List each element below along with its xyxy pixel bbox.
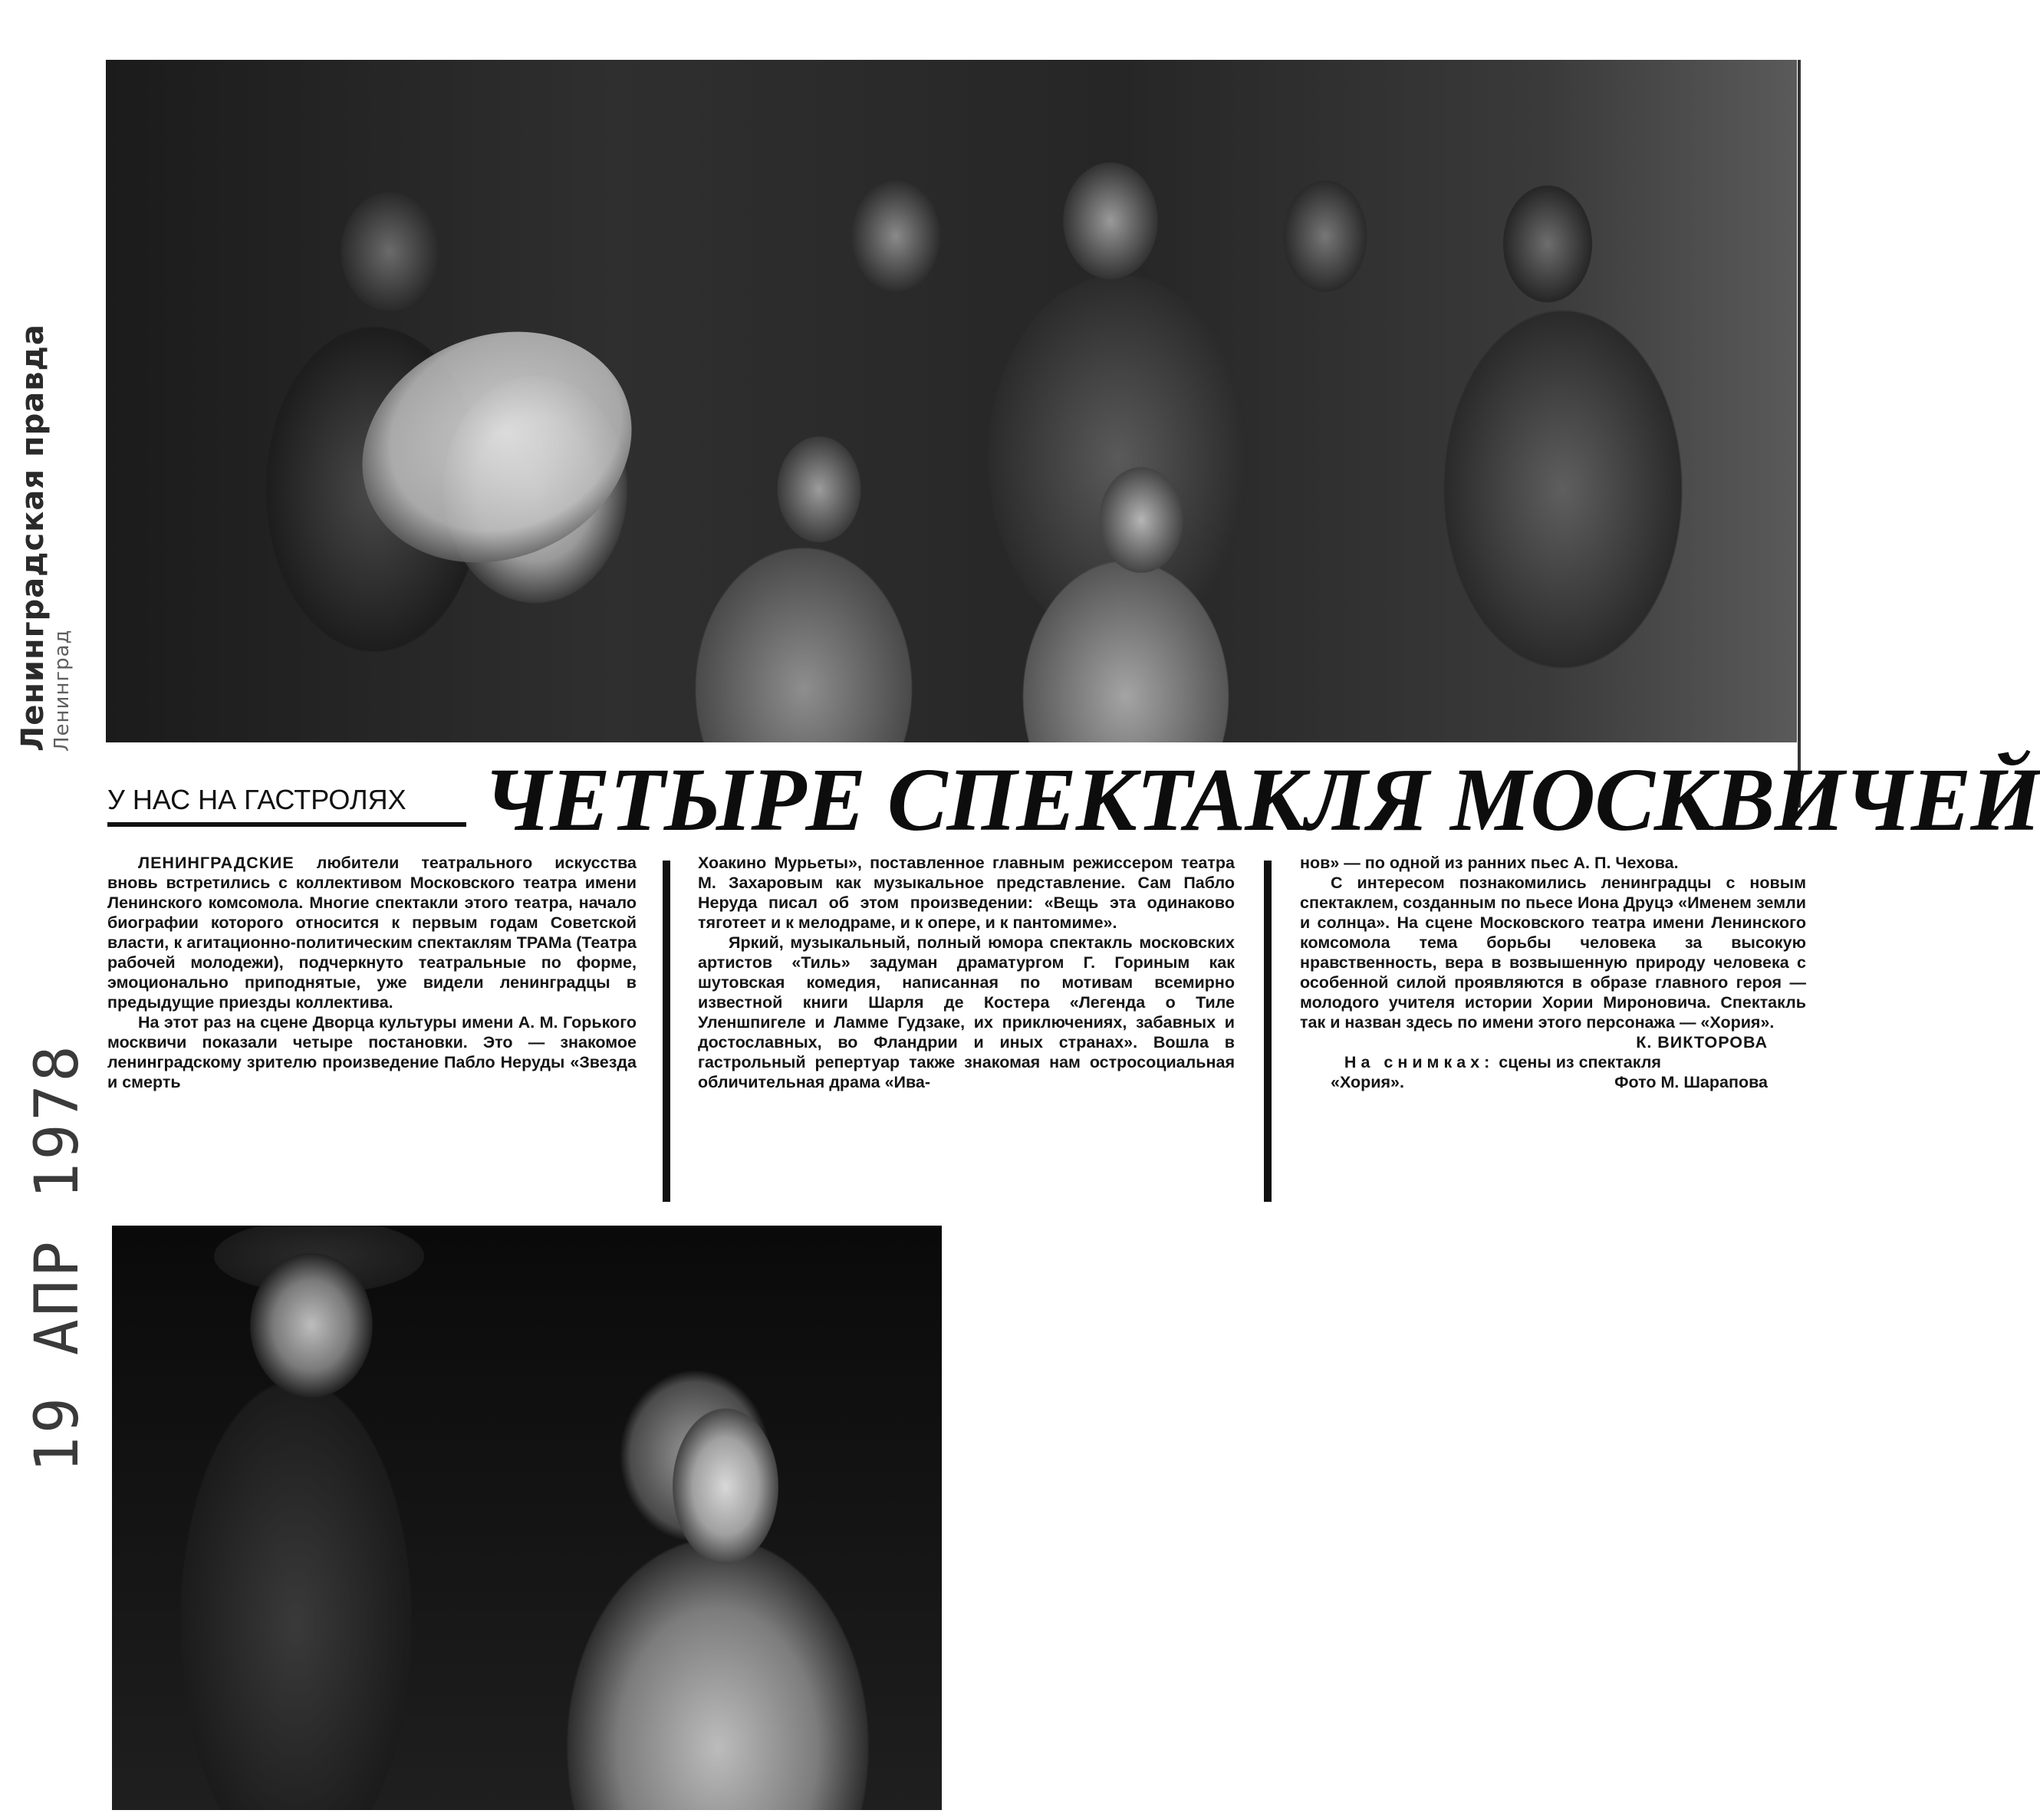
paragraph: С интересом познакомились ленинградцы с новым спектаклем, созданным по пьесе Иона Друцэ «Именем земли и солнца». На сцене Московского театра имени Ленинского комсомола тема борьбы человека за высокую нравственность, вера в возвышенную природу человека с особенной силой проявляются в образе главного героя — молодого учителя истории Хории Мироновича. Спектакль так и назван здесь по имени этого персонажа — «Хория». [1300,874,1806,1032]
paragraph: Хоакино Мурьеты», поставленное главным режиссером театра М. Захаровым как музыкальное представление. Сам Пабло Неруда писал об этом произведении: «Вещь эта одинаково тяготеет и к мелодраме, и к опере, и к пантомиме». [698,854,1235,932]
caption-label: На снимках: [1344,1053,1495,1071]
column-rule [1264,861,1272,1202]
bottom-photo [112,1226,942,1810]
headline: ЧЕТЫРЕ СПЕКТАКЛЯ МОСКВИЧЕЙ [483,749,2040,850]
rubric-underline [107,822,466,827]
article-column-2 [698,853,1235,1092]
right-border-rule [1798,60,1801,808]
paragraph [107,853,637,1012]
stamp-subtitle: Ленинград [51,629,74,752]
paragraph: На этот раз на сцене Дворца культуры имени А. М. Горького москвичи показали четыре постановки. Это — знакомое ленинградскому зрителю произведение Пабло Неруды «Звезда и смерть [107,1013,637,1091]
caption-title: «Хория». [1331,1073,1404,1091]
column-rule [663,861,670,1202]
lead-word: ЛЕНИНГРАДСКИЕ [138,854,294,872]
paragraph: нов» — по одной из ранних пьес А. П. Чехова. [1300,854,1679,872]
top-photo [106,60,1797,742]
date-stamp: 19 АПР 1978 [23,1042,92,1473]
caption-credit-row [1300,1072,1806,1092]
drum-shape [327,292,666,602]
paragraph: Яркий, музыкальный, полный юмора спектакль московских артистов «Тиль» задуман драматургом Г. Гориным как шутовская комедия, написанная по мотивам всемирно известной книги Шарля де Костера «Легенда о Тиле Уленшпигеле и Ламме Гудзаке, их приключениях, забавных и достославных, во Фландрии и иных странах». Вошла в гастрольный репертуар также знакомая нам остросоциальная обличительная драма «Ива- [698,933,1235,1091]
photo-credit: Фото М. Шарапова [1614,1073,1768,1091]
article-column-1 [107,853,637,1092]
photo-caption [1300,1052,1806,1072]
article-column-3 [1300,853,1806,1092]
newspaper-stamp [15,324,77,752]
paragraph-text: любители театрального искусства вновь встретились с коллективом Московского театра имени Ленинского комсомола. Многие спектакли этого театра, начало биографии которого относится к первым годам Советской власти, к агитационно-политическим спектаклям ТРАМа (Театра рабочей молодежи), подчеркнуто театральные по форме, эмоционально приподнятые, уже видели ленинградцы в предыдущие приезды коллектива. [107,854,637,1012]
stamp-title: Ленинградская правда [15,324,51,752]
caption-text: сцены из спектакля [1494,1053,1661,1071]
rubric-label: У НАС НА ГАСТРОЛЯХ [107,784,406,815]
author-signature: К. ВИКТОРОВА [1636,1033,1768,1052]
